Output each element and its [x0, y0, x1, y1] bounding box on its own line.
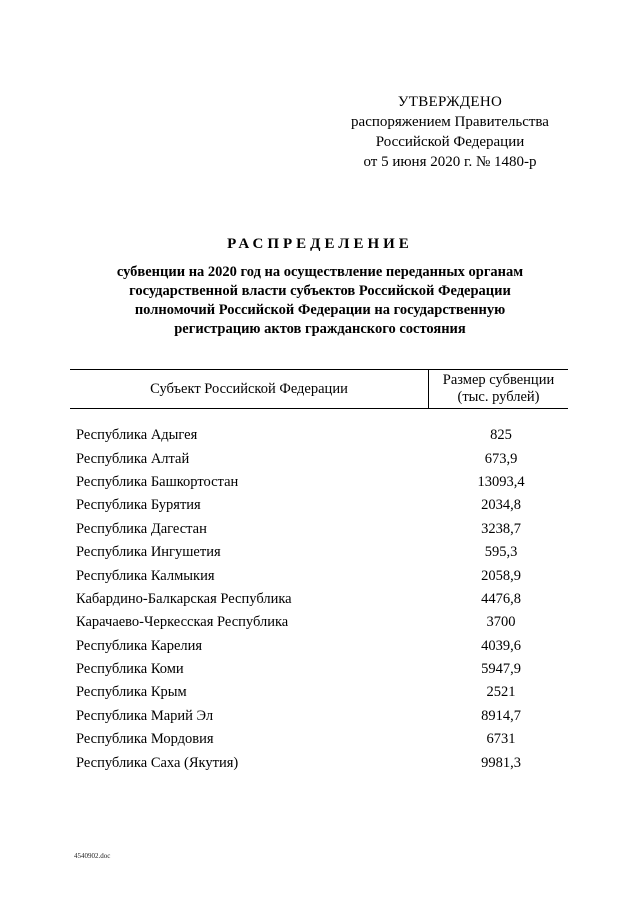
approval-stamp: УТВЕРЖДЕНО: [397, 94, 503, 110]
cell-amount: 3238,7: [481, 520, 521, 537]
document-code: 4540902.doc: [74, 852, 111, 860]
cell-subject: Кабардино-Балкарская Республика: [76, 590, 292, 607]
approval-line-3: от 5 июня 2020 г. № 1480-р: [363, 154, 537, 170]
cell-subject: Республика Адыгея: [76, 427, 198, 444]
subvention-table: [70, 369, 568, 775]
table-row: [70, 705, 568, 728]
cell-amount: 5947,9: [481, 661, 521, 678]
cell-amount: 6731: [486, 731, 516, 748]
subtitle-line-3: полномочий Российской Федерации на государственную: [134, 302, 506, 318]
table-row: [70, 728, 568, 751]
table-row: [70, 541, 568, 564]
cell-subject: Республика Дагестан: [76, 520, 207, 537]
cell-subject: Республика Карелия: [76, 637, 203, 654]
table-body: [70, 424, 568, 775]
cell-subject: Республика Саха (Якутия): [76, 754, 239, 771]
table-row: [70, 518, 568, 541]
document-subtitle: [60, 263, 580, 339]
table-row: [70, 564, 568, 587]
cell-amount: 2058,9: [481, 567, 521, 584]
subtitle-line-4: регистрацию актов гражданского состояния: [174, 321, 466, 337]
cell-amount: 4476,8: [481, 590, 521, 607]
cell-subject: Республика Мордовия: [76, 731, 214, 748]
approval-block: [330, 92, 570, 172]
approval-line-1: распоряжением Правительства: [351, 114, 549, 130]
table-row: [70, 447, 568, 470]
column-header-amount: [429, 370, 568, 408]
table-row: [70, 494, 568, 517]
cell-subject: Республика Калмыкия: [76, 567, 215, 584]
cell-amount: 13093,4: [477, 473, 525, 490]
table-row: [70, 611, 568, 634]
cell-subject: Республика Крым: [76, 684, 187, 701]
subtitle-line-1: субвенции на 2020 год на осуществление переданных органам: [116, 264, 524, 280]
subtitle-line-2: государственной власти субъектов Российской Федерации: [129, 283, 511, 299]
document-heading: РАСПРЕДЕЛЕНИЕ: [227, 236, 413, 252]
approval-line-2: Российской Федерации: [375, 134, 525, 150]
column-header-amount-line-2: (тыс. рублей): [457, 389, 540, 405]
cell-amount: 2521: [486, 684, 516, 701]
cell-subject: Республика Бурятия: [76, 497, 201, 514]
cell-amount: 2034,8: [481, 497, 521, 514]
cell-amount: 8914,7: [481, 707, 521, 724]
cell-subject: Республика Коми: [76, 661, 184, 678]
table-row: [70, 471, 568, 494]
cell-amount: 9981,3: [481, 754, 521, 771]
column-header-amount-line-1: Размер субвенции: [442, 372, 555, 388]
cell-subject: Республика Алтай: [76, 450, 190, 467]
table-row: [70, 658, 568, 681]
table-row: [70, 635, 568, 658]
table-row: [70, 681, 568, 704]
cell-subject: Республика Марий Эл: [76, 707, 214, 724]
cell-amount: 595,3: [484, 544, 518, 561]
cell-amount: 4039,6: [481, 637, 521, 654]
cell-subject: Республика Ингушетия: [76, 544, 221, 561]
cell-amount: 825: [490, 427, 512, 444]
table-row: [70, 588, 568, 611]
table-row: [70, 424, 568, 447]
table-row: [70, 751, 568, 774]
column-header-subject: Субъект Российской Федерации: [70, 370, 429, 408]
cell-subject: Карачаево-Черкесская Республика: [76, 614, 289, 631]
table-header: [70, 369, 568, 409]
cell-subject: Республика Башкортостан: [76, 473, 239, 490]
cell-amount: 673,9: [484, 450, 518, 467]
cell-amount: 3700: [486, 614, 516, 631]
title-block: [60, 236, 580, 339]
